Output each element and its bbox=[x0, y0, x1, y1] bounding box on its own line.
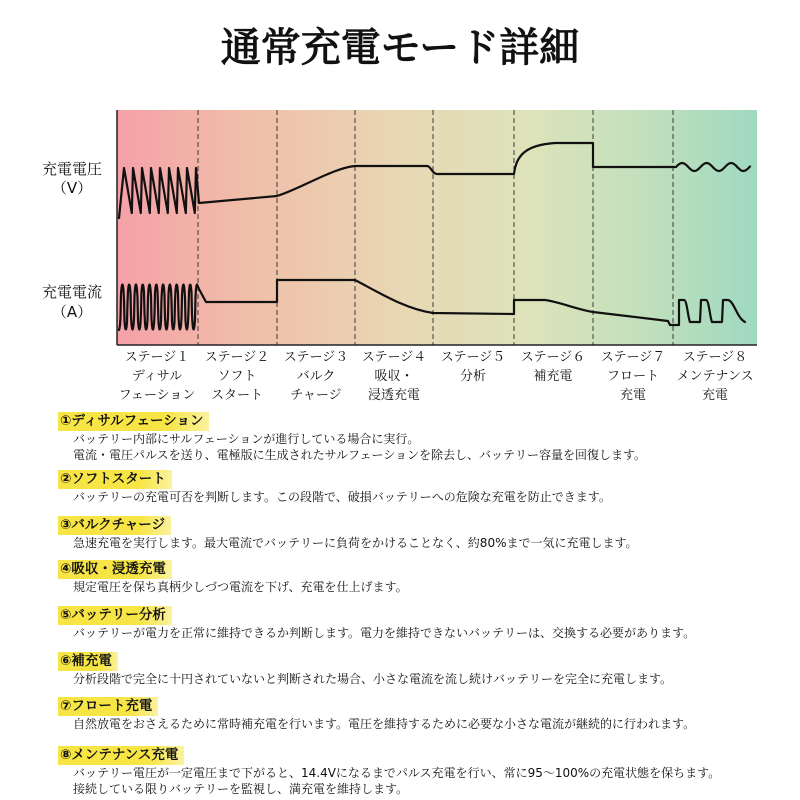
detail-item-1 bbox=[58, 410, 795, 463]
detail-8-line-2: 接続している限りバッテリーを監視し、満充電を維持します。 bbox=[73, 782, 409, 796]
voltage-axis-unit: （V） bbox=[51, 179, 93, 197]
stage-3-label-group bbox=[273, 348, 359, 405]
detail-item-5 bbox=[58, 604, 795, 641]
current-axis-label: 充電電流 bbox=[41, 283, 102, 301]
detail-heading-8: ⑧メンテナンス充電 bbox=[58, 746, 184, 765]
detail-heading-2: ②ソフトスタート bbox=[58, 470, 172, 489]
detail-heading-6: ⑥補充電 bbox=[58, 652, 118, 671]
stage-7-name-line-2: 充電 bbox=[619, 388, 646, 403]
stage-8-name-line-2: 充電 bbox=[701, 388, 728, 403]
stage-1-name-line-2: フェーション bbox=[118, 388, 196, 403]
stage-4-number: ステージ４ bbox=[361, 350, 427, 365]
stage-7-label-group bbox=[590, 348, 676, 405]
stage-8-label-group bbox=[672, 348, 758, 405]
stage-7-name-line-1: フロート bbox=[606, 369, 659, 384]
detail-item-2 bbox=[58, 468, 795, 505]
detail-heading-7: ⑦フロート充電 bbox=[58, 697, 158, 716]
stage-2-name-line-2: スタート bbox=[210, 388, 263, 403]
stage-8-number: ステージ８ bbox=[682, 350, 748, 365]
stage-6-number: ステージ６ bbox=[520, 350, 586, 365]
detail-8-line-1: バッテリー電圧が一定電圧まで下がると、14.4Vになるまでパルス充電を行い、常に95～100%の充電状態を保ちます。 bbox=[73, 766, 721, 780]
current-axis-unit: （A） bbox=[51, 303, 93, 321]
stage-1-label-group bbox=[114, 348, 200, 405]
stage-4-name-line-2: 浸透充電 bbox=[367, 388, 420, 403]
detail-item-7 bbox=[58, 695, 795, 732]
stage-1-number: ステージ１ bbox=[124, 350, 190, 365]
stage-6-name-line-1: 補充電 bbox=[533, 369, 573, 384]
stage-8-name-line-1: メンテナンス bbox=[676, 369, 754, 384]
stage-5-number: ステージ５ bbox=[440, 350, 506, 365]
detail-heading-5: ⑤バッテリー分析 bbox=[58, 606, 172, 625]
detail-1-line-2: 電流・電圧パルスを送り、電極版に生成されたサルフェーションを除去し、バッテリー容量を回復します。 bbox=[73, 448, 647, 462]
charging-stage-diagram bbox=[0, 0, 800, 350]
detail-7-line-1: 自然放電をおさえるために常時補充電を行います。電圧を維持するために必要な小さな電流が継続的に行われます。 bbox=[73, 717, 696, 731]
stage-6-label-group bbox=[510, 348, 596, 386]
detail-5-line-1: バッテリーが電力を正常に維持できるか判断します。電力を維持できないバッテリーは、交換する必要があります。 bbox=[73, 626, 696, 640]
stage-3-name-line-1: バルク bbox=[296, 369, 336, 384]
stage-3-name-line-2: チャージ bbox=[290, 388, 342, 403]
stage-2-number: ステージ２ bbox=[204, 350, 270, 365]
detail-heading-3: ③バルクチャージ bbox=[58, 516, 171, 535]
detail-heading-4: ④吸収・浸透充電 bbox=[58, 560, 172, 579]
stage-5-label-group bbox=[430, 348, 516, 386]
stage-3-number: ステージ３ bbox=[283, 350, 349, 365]
detail-1-line-1: バッテリー内部にサルフェーションが進行している場合に実行。 bbox=[73, 432, 420, 446]
detail-3-line-1: 急速充電を実行します。最大電流でバッテリーに負荷をかけることなく、約80%まで一気に充電します。 bbox=[73, 536, 638, 550]
voltage-axis-label: 充電電圧 bbox=[41, 160, 102, 178]
detail-item-6 bbox=[58, 650, 795, 687]
detail-4-line-1: 規定電圧を保ち真柄少しづつ電流を下げ、充電を仕上げます。 bbox=[73, 580, 408, 594]
detail-heading-1: ①ディサルフェーション bbox=[58, 412, 209, 431]
stage-4-label-group bbox=[351, 348, 437, 405]
stage-7-number: ステージ７ bbox=[600, 350, 666, 365]
page-title: 通常充電モード詳細 bbox=[220, 25, 580, 71]
stage-2-name-line-1: ソフト bbox=[217, 369, 257, 384]
stage-2-label-group bbox=[194, 348, 280, 405]
stage-5-name-line-1: 分析 bbox=[459, 369, 486, 384]
detail-item-8 bbox=[58, 744, 795, 797]
detail-item-3 bbox=[58, 514, 795, 551]
stage-1-name-line-1: ディサル bbox=[131, 369, 183, 384]
detail-2-line-1: バッテリーの充電可否を判断します。この段階で、破損バッテリーへの危険な充電を防止できます。 bbox=[73, 490, 611, 504]
stage-background-gradient bbox=[117, 110, 757, 345]
stage-4-name-line-1: 吸収・ bbox=[374, 369, 414, 384]
detail-6-line-1: 分析段階で完全に十円されていないと判断された場合、小さな電流を流し続けバッテリーを完全に充電します。 bbox=[73, 672, 673, 686]
detail-item-4 bbox=[58, 558, 795, 595]
